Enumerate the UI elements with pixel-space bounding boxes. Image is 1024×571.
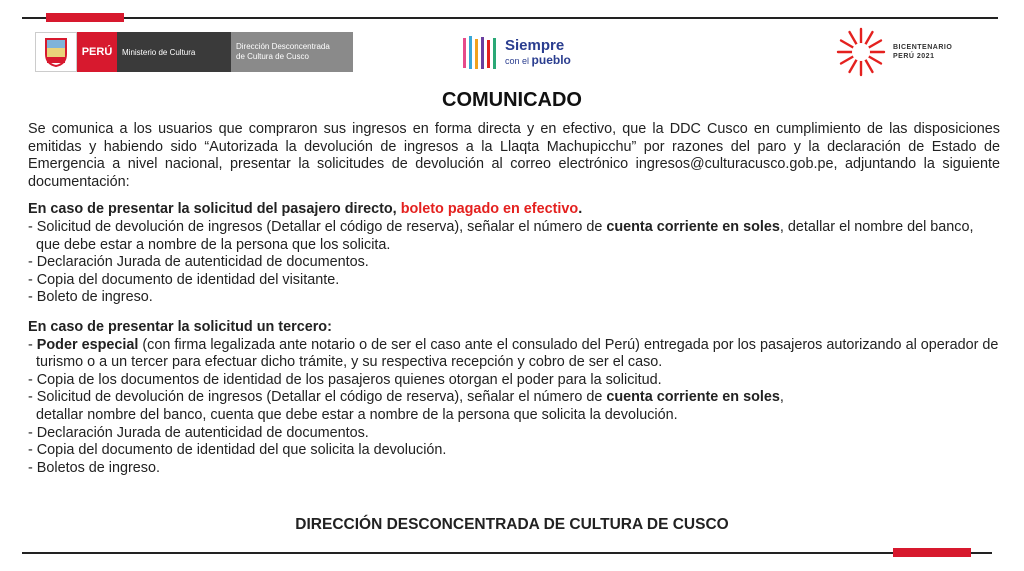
section2-heading: En caso de presentar la solicitud un tercero: bbox=[28, 318, 332, 335]
ddc-label-line2: de Cultura de Cusco bbox=[236, 52, 309, 61]
bicentenario-text: BICENTENARIO bbox=[893, 44, 953, 51]
peru-coat-of-arms-icon bbox=[35, 32, 77, 72]
bicentenario-sunburst-icon bbox=[835, 26, 887, 78]
top-rule bbox=[22, 17, 998, 19]
list-item: - Copia de los documentos de identidad de los pasajeros quienes otorgan el poder para la solicitud. bbox=[28, 371, 662, 388]
ministry-label: Ministerio de Cultura bbox=[117, 32, 231, 72]
siempre-text: Siempre bbox=[505, 36, 565, 54]
bottom-rule bbox=[22, 552, 992, 554]
section1-heading: En caso de presentar la solicitud del pasajero directo, boleto pagado en efectivo. bbox=[28, 201, 583, 218]
peru-2021-text: PERÚ 2021 bbox=[893, 53, 935, 60]
bicentenario-logo bbox=[835, 26, 975, 78]
siempre-bars-icon bbox=[461, 34, 501, 72]
peru-label: PERÚ bbox=[77, 32, 117, 72]
pueblo-text: pueblo bbox=[531, 52, 571, 67]
list-item: - Solicitud de devolución de ingresos (Detallar el código de reserva), señalar el número de cuenta corriente en soles, detallar el nombre del banco, que debe estar a nombre de la persona que los solicita. bbox=[28, 218, 974, 253]
list-item: - Boleto de ingreso. bbox=[28, 289, 153, 306]
list-item: - Copia del documento de identidad del que solicita la devolución. bbox=[28, 442, 447, 459]
list-item: - Declaración Jurada de autenticidad de documentos. bbox=[28, 424, 369, 441]
list-item: - Declaración Jurada de autenticidad de documentos. bbox=[28, 254, 369, 271]
page-title: COMUNICADO bbox=[442, 89, 582, 111]
siempre-con-el-pueblo-logo bbox=[461, 33, 581, 73]
list-item: - Poder especial (con firma legalizada ante notario o de ser el caso ante el consulado del Perú) entregada por los pasajeros autorizando al operador de turismo o a un tercer para efectuar dicho trámite, y su respectiva recepción y cobro de ser el caso. bbox=[28, 336, 999, 371]
con-el-text: con el bbox=[505, 55, 530, 66]
footer-signature: DIRECCIÓN DESCONCENTRADA DE CULTURA DE CUSCO bbox=[295, 516, 729, 533]
list-item: - Solicitud de devolución de ingresos (Detallar el código de reserva), señalar el número de cuenta corriente en soles, detallar nombre del banco, cuenta que debe estar a nombre de la persona que solicita la devolución. bbox=[28, 389, 784, 423]
ddc-label bbox=[231, 32, 353, 72]
list-item: - Boletos de ingreso. bbox=[28, 459, 160, 476]
intro-paragraph: Se comunica a los usuarios que compraron sus ingresos en forma directa y en efectivo, que la DDC Cusco en cumplimiento de las disposiciones emitidas y habiendo sido “Autorizada la devolución de ingresos a la Llaqta Machupicchu” por razones del paro y la declaración de Estado de Emergencia a nivel nacional, presentar la solicitudes de devolución al correo electrónico ingresos@culturacusco.gob.pe, adjuntando la siguiente documentación: bbox=[28, 121, 1000, 190]
communique-body bbox=[28, 121, 1000, 477]
ddc-label-line1: Dirección Desconcentrada bbox=[236, 42, 330, 51]
top-red-accent bbox=[46, 13, 124, 22]
list-item: - Copia del documento de identidad del visitante. bbox=[28, 271, 340, 288]
bottom-red-accent bbox=[893, 548, 971, 557]
cash-ticket-highlight: boleto pagado en efectivo bbox=[400, 201, 579, 218]
ministerio-cultura-logo bbox=[35, 32, 353, 72]
